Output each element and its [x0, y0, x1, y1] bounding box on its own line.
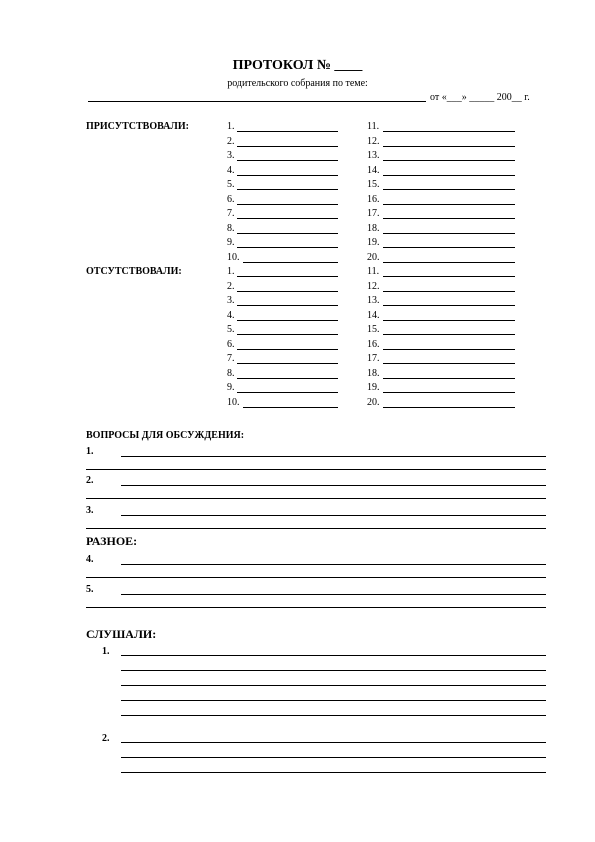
- question-line[interactable]: [121, 456, 546, 457]
- attendee-number: 4.: [227, 164, 235, 176]
- heard-line[interactable]: [121, 655, 546, 656]
- attendee-name-line[interactable]: [237, 305, 338, 306]
- attendee-name-line[interactable]: [237, 349, 338, 350]
- attendee-number: 7.: [227, 208, 235, 219]
- attendee-number: 9.: [227, 237, 235, 248]
- attendee-number: 14.: [367, 309, 380, 321]
- attendee-name-line[interactable]: [383, 334, 515, 335]
- heard-line[interactable]: [121, 670, 546, 671]
- topic-line[interactable]: [88, 101, 426, 102]
- attendee-number: 6.: [227, 193, 235, 205]
- attendee-name-line[interactable]: [237, 392, 338, 393]
- misc-line[interactable]: [86, 577, 546, 578]
- attendee-number: 18.: [367, 367, 380, 379]
- attendee-number: 3.: [227, 295, 235, 306]
- attendee-name-line[interactable]: [237, 131, 338, 132]
- attendee-name-line[interactable]: [237, 204, 338, 205]
- absent-label: ОТСУТСТВОВАЛИ:: [86, 266, 182, 277]
- attendee-name-line[interactable]: [237, 218, 338, 219]
- attendee-name-line[interactable]: [237, 276, 338, 277]
- attendee-name-line[interactable]: [383, 349, 515, 350]
- attendee-name-line[interactable]: [237, 160, 338, 161]
- attendee-number: 11.: [367, 121, 380, 132]
- misc-line[interactable]: [121, 594, 546, 595]
- question-line[interactable]: [86, 469, 546, 470]
- attendee-name-line[interactable]: [237, 146, 338, 147]
- question-line[interactable]: [86, 528, 546, 529]
- attendee-number: 5.: [227, 324, 235, 335]
- attendee-name-line[interactable]: [383, 233, 515, 234]
- attendee-name-line[interactable]: [383, 146, 515, 147]
- attendee-name-line[interactable]: [383, 204, 515, 205]
- attendee-name-line[interactable]: [237, 334, 338, 335]
- attendee-name-line[interactable]: [237, 189, 338, 190]
- heard-line[interactable]: [121, 700, 546, 701]
- attendee-number: 16.: [367, 338, 380, 350]
- attendee-number: 13.: [367, 150, 380, 161]
- misc-number: 4.: [86, 554, 94, 565]
- attendee-number: 5.: [227, 179, 235, 190]
- attendee-number: 1.: [227, 266, 235, 277]
- attendee-name-line[interactable]: [237, 233, 338, 234]
- attendee-number: 1.: [227, 121, 235, 132]
- question-number: 1.: [86, 446, 94, 457]
- attendee-number: 2.: [227, 135, 235, 147]
- attendee-name-line[interactable]: [237, 247, 338, 248]
- attendee-name-line[interactable]: [383, 291, 515, 292]
- heard-line[interactable]: [121, 772, 546, 773]
- heard-number: 1.: [102, 646, 110, 657]
- attendee-name-line[interactable]: [383, 378, 515, 379]
- attendee-name-line[interactable]: [383, 392, 515, 393]
- attendee-number: 19.: [367, 237, 380, 248]
- misc-line[interactable]: [121, 564, 546, 565]
- heard-line[interactable]: [121, 742, 546, 743]
- heard-line[interactable]: [121, 685, 546, 686]
- attendee-name-line[interactable]: [383, 189, 515, 190]
- attendee-number: 11.: [367, 266, 380, 277]
- attendee-name-line[interactable]: [383, 305, 515, 306]
- heard-number: 2.: [102, 733, 110, 744]
- attendee-name-line[interactable]: [383, 131, 515, 132]
- heard-line[interactable]: [121, 715, 546, 716]
- attendee-number: 16.: [367, 193, 380, 205]
- attendee-number: 6.: [227, 338, 235, 350]
- attendee-number: 4.: [227, 309, 235, 321]
- attendee-number: 8.: [227, 222, 235, 234]
- attendee-number: 20.: [367, 251, 380, 263]
- attendee-name-line[interactable]: [237, 320, 338, 321]
- question-line[interactable]: [121, 485, 546, 486]
- attendee-number: 3.: [227, 150, 235, 161]
- attendee-name-line[interactable]: [237, 378, 338, 379]
- attendee-name-line[interactable]: [383, 218, 515, 219]
- attendee-name-line[interactable]: [243, 262, 338, 263]
- question-number: 2.: [86, 475, 94, 486]
- attendee-number: 20.: [367, 396, 380, 408]
- heard-label: СЛУШАЛИ:: [86, 627, 157, 641]
- attendee-name-line[interactable]: [383, 247, 515, 248]
- attendee-number: 10.: [227, 396, 240, 408]
- misc-line[interactable]: [86, 607, 546, 608]
- attendee-name-line[interactable]: [237, 291, 338, 292]
- attendee-name-line[interactable]: [383, 363, 515, 364]
- question-line[interactable]: [86, 498, 546, 499]
- question-line[interactable]: [121, 515, 546, 516]
- attendee-name-line[interactable]: [237, 175, 338, 176]
- attendee-number: 17.: [367, 353, 380, 364]
- attendee-number: 19.: [367, 382, 380, 393]
- attendee-number: 15.: [367, 324, 380, 335]
- attendee-number: 15.: [367, 179, 380, 190]
- attendee-name-line[interactable]: [383, 320, 515, 321]
- document-subtitle: родительского собрания по теме:: [227, 78, 368, 89]
- present-label: ПРИСУТСТВОВАЛИ:: [86, 121, 189, 132]
- attendee-name-line[interactable]: [237, 363, 338, 364]
- attendee-name-line[interactable]: [383, 160, 515, 161]
- misc-label: РАЗНОЕ:: [86, 534, 138, 548]
- document-title: ПРОТОКОЛ № ____: [232, 58, 363, 73]
- attendee-name-line[interactable]: [383, 276, 515, 277]
- attendee-number: 9.: [227, 382, 235, 393]
- attendee-number: 12.: [367, 280, 380, 292]
- question-number: 3.: [86, 505, 94, 516]
- attendee-number: 12.: [367, 135, 380, 147]
- questions-label: ВОПРОСЫ ДЛЯ ОБСУЖДЕНИЯ:: [86, 430, 245, 441]
- attendee-name-line[interactable]: [383, 407, 515, 408]
- attendee-number: 8.: [227, 367, 235, 379]
- attendee-number: 18.: [367, 222, 380, 234]
- attendee-number: 2.: [227, 280, 235, 292]
- attendee-name-line[interactable]: [383, 175, 515, 176]
- attendee-name-line[interactable]: [243, 407, 338, 408]
- attendee-name-line[interactable]: [383, 262, 515, 263]
- attendee-number: 14.: [367, 164, 380, 176]
- attendee-number: 13.: [367, 295, 380, 306]
- attendee-number: 7.: [227, 353, 235, 364]
- misc-number: 5.: [86, 584, 94, 595]
- date-field[interactable]: от «___» _____ 200__ г.: [430, 92, 530, 103]
- attendee-number: 17.: [367, 208, 380, 219]
- heard-line[interactable]: [121, 757, 546, 758]
- attendee-number: 10.: [227, 251, 240, 263]
